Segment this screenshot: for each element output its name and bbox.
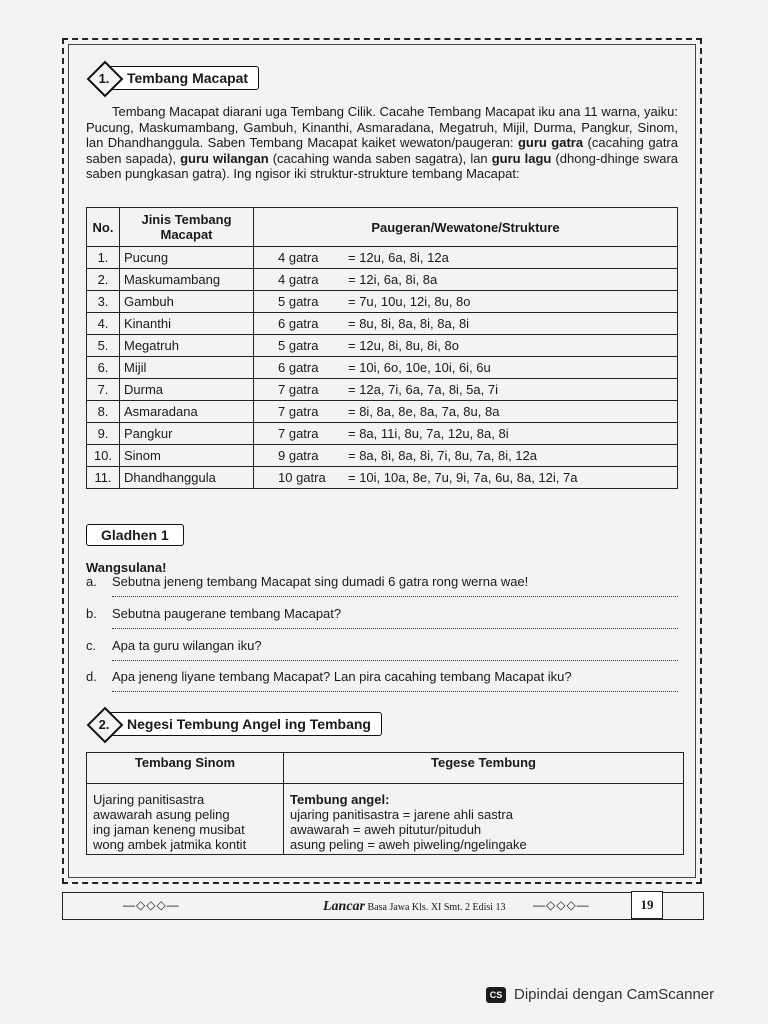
table-row [87, 247, 678, 269]
question-c: c. Apa ta guru wilangan iku? [86, 638, 678, 661]
table-row [87, 467, 678, 489]
row-structure: 5 gatra = 12u, 8i, 8u, 8i, 8o [254, 335, 678, 357]
section-2-number: 2. [98, 716, 110, 732]
row-structure: 9 gatra = 8a, 8i, 8a, 8i, 7i, 8u, 7a, 8i, 12a [254, 445, 678, 467]
row-structure: 10 gatra = 10i, 10a, 8e, 7u, 9i, 7a, 6u, 8a, 12i, 7a [254, 467, 678, 489]
row-no: 9. [87, 423, 120, 445]
questions-title: Wangsulana! [86, 560, 167, 575]
tegese-body-row [87, 784, 684, 855]
row-name: Gambuh [120, 291, 254, 313]
row-structure: 6 gatra = 8u, 8i, 8a, 8i, 8a, 8i [254, 313, 678, 335]
answer-line[interactable] [112, 595, 678, 597]
tegese-table [86, 752, 684, 855]
question-a: a. Sebutna jeneng tembang Macapat sing dumadi 6 gatra rong werna wae! [86, 574, 678, 597]
table-header-row [87, 208, 678, 247]
row-structure: 7 gatra = 8a, 11i, 8u, 7a, 12u, 8a, 8i [254, 423, 678, 445]
row-name: Megatruh [120, 335, 254, 357]
answer-line[interactable] [112, 690, 678, 692]
row-name: Durma [120, 379, 254, 401]
row-name: Mijil [120, 357, 254, 379]
camscanner-text: Dipindai dengan CamScanner [514, 986, 715, 1003]
sinom-lines: Ujaring panitisastra awawarah asung peling ing jaman keneng musibat wong ambek jatmika kontit [87, 784, 284, 855]
row-no: 1. [87, 247, 120, 269]
row-structure: 5 gatra = 7u, 10u, 12i, 8u, 8o [254, 291, 678, 313]
header-tembang-sinom: Tembang Sinom [87, 753, 284, 784]
question-b: b. Sebutna paugerane tembang Macapat? [86, 606, 678, 629]
section-2-heading [88, 710, 382, 738]
tegese-lines: Tembung angel: ujaring panitisastra = jarene ahli sastra awawarah = aweh pitutur/pituduh asung peling = aweh piweling/ngelingake [284, 784, 684, 855]
table-row [87, 357, 678, 379]
table-row [87, 335, 678, 357]
header-jinis: Jinis Tembang Macapat [120, 208, 254, 247]
header-paugeran: Paugeran/Wewatone/Strukture [254, 208, 678, 247]
row-structure: 4 gatra = 12u, 6a, 8i, 12a [254, 247, 678, 269]
row-name: Maskumambang [120, 269, 254, 291]
page-footer [62, 892, 704, 920]
table-row [87, 423, 678, 445]
table-row [87, 269, 678, 291]
header-no: No. [87, 208, 120, 247]
table-row [87, 291, 678, 313]
row-structure: 7 gatra = 12a, 7i, 6a, 7a, 8i, 5a, 7i [254, 379, 678, 401]
row-structure: 7 gatra = 8i, 8a, 8e, 8a, 7a, 8u, 8a [254, 401, 678, 423]
footer-text: Lancar Basa Jawa Kls. XI Smt. 2 Edisi 13 [323, 899, 506, 914]
section-1-heading [88, 64, 259, 92]
page-number: 19 [631, 891, 663, 919]
row-no: 10. [87, 445, 120, 467]
macapat-structure-table [86, 207, 678, 489]
section-1-title: Tembang Macapat [106, 66, 259, 90]
row-no: 8. [87, 401, 120, 423]
row-no: 4. [87, 313, 120, 335]
question-d: d. Apa jeneng liyane tembang Macapat? Lan pira cacahing tembang Macapat iku? [86, 669, 678, 692]
row-structure: 6 gatra = 10i, 6o, 10e, 10i, 6i, 6u [254, 357, 678, 379]
section-1-number-badge [88, 64, 120, 92]
answer-line[interactable] [112, 659, 678, 661]
row-structure: 4 gatra = 12i, 6a, 8i, 8a [254, 269, 678, 291]
camscanner-logo: CS [486, 987, 506, 1003]
answer-line[interactable] [112, 627, 678, 629]
row-no: 7. [87, 379, 120, 401]
row-no: 6. [87, 357, 120, 379]
row-name: Pucung [120, 247, 254, 269]
row-no: 2. [87, 269, 120, 291]
table-row [87, 445, 678, 467]
tegese-header-row [87, 753, 684, 784]
row-no: 3. [87, 291, 120, 313]
table-row [87, 379, 678, 401]
table-row [87, 313, 678, 335]
section-2-title: Negesi Tembung Angel ing Tembang [106, 712, 382, 736]
gladhen-title: Gladhen 1 [86, 524, 184, 546]
row-no: 5. [87, 335, 120, 357]
row-name: Kinanthi [120, 313, 254, 335]
section-1-number: 1. [98, 70, 110, 86]
header-tegese: Tegese Tembung [284, 753, 684, 784]
section-2-number-badge [88, 710, 120, 738]
row-name: Dhandhanggula [120, 467, 254, 489]
row-name: Sinom [120, 445, 254, 467]
row-no: 11. [87, 467, 120, 489]
table-row [87, 401, 678, 423]
footer-ornament-right: —◇◇◇— [533, 898, 590, 912]
row-name: Asmaradana [120, 401, 254, 423]
footer-ornament-left: —◇◇◇— [123, 898, 180, 912]
row-name: Pangkur [120, 423, 254, 445]
camscanner-watermark [486, 986, 714, 1003]
intro-paragraph: Tembang Macapat diarani uga Tembang Cilik. Cacahe Tembang Macapat iku ana 11 warna, yaiku: Pucung, Maskumambang, Gambuh, Kinanthi, Asmaradana, Megatruh, Mijil, Durma, Pangkur, Sinom, lan Dhandhanggula. Saben Tembang Macapat kaiket wewaton/paugeran: guru gatra (cacahing gatra saben sapada), guru wilangan (cacahing wanda saben sagatra), lan guru lagu (dhong-dhinge swara saben pungkasan gatra). Ing ngisor iki struktur-strukture tembang Macapat: [86, 104, 678, 182]
